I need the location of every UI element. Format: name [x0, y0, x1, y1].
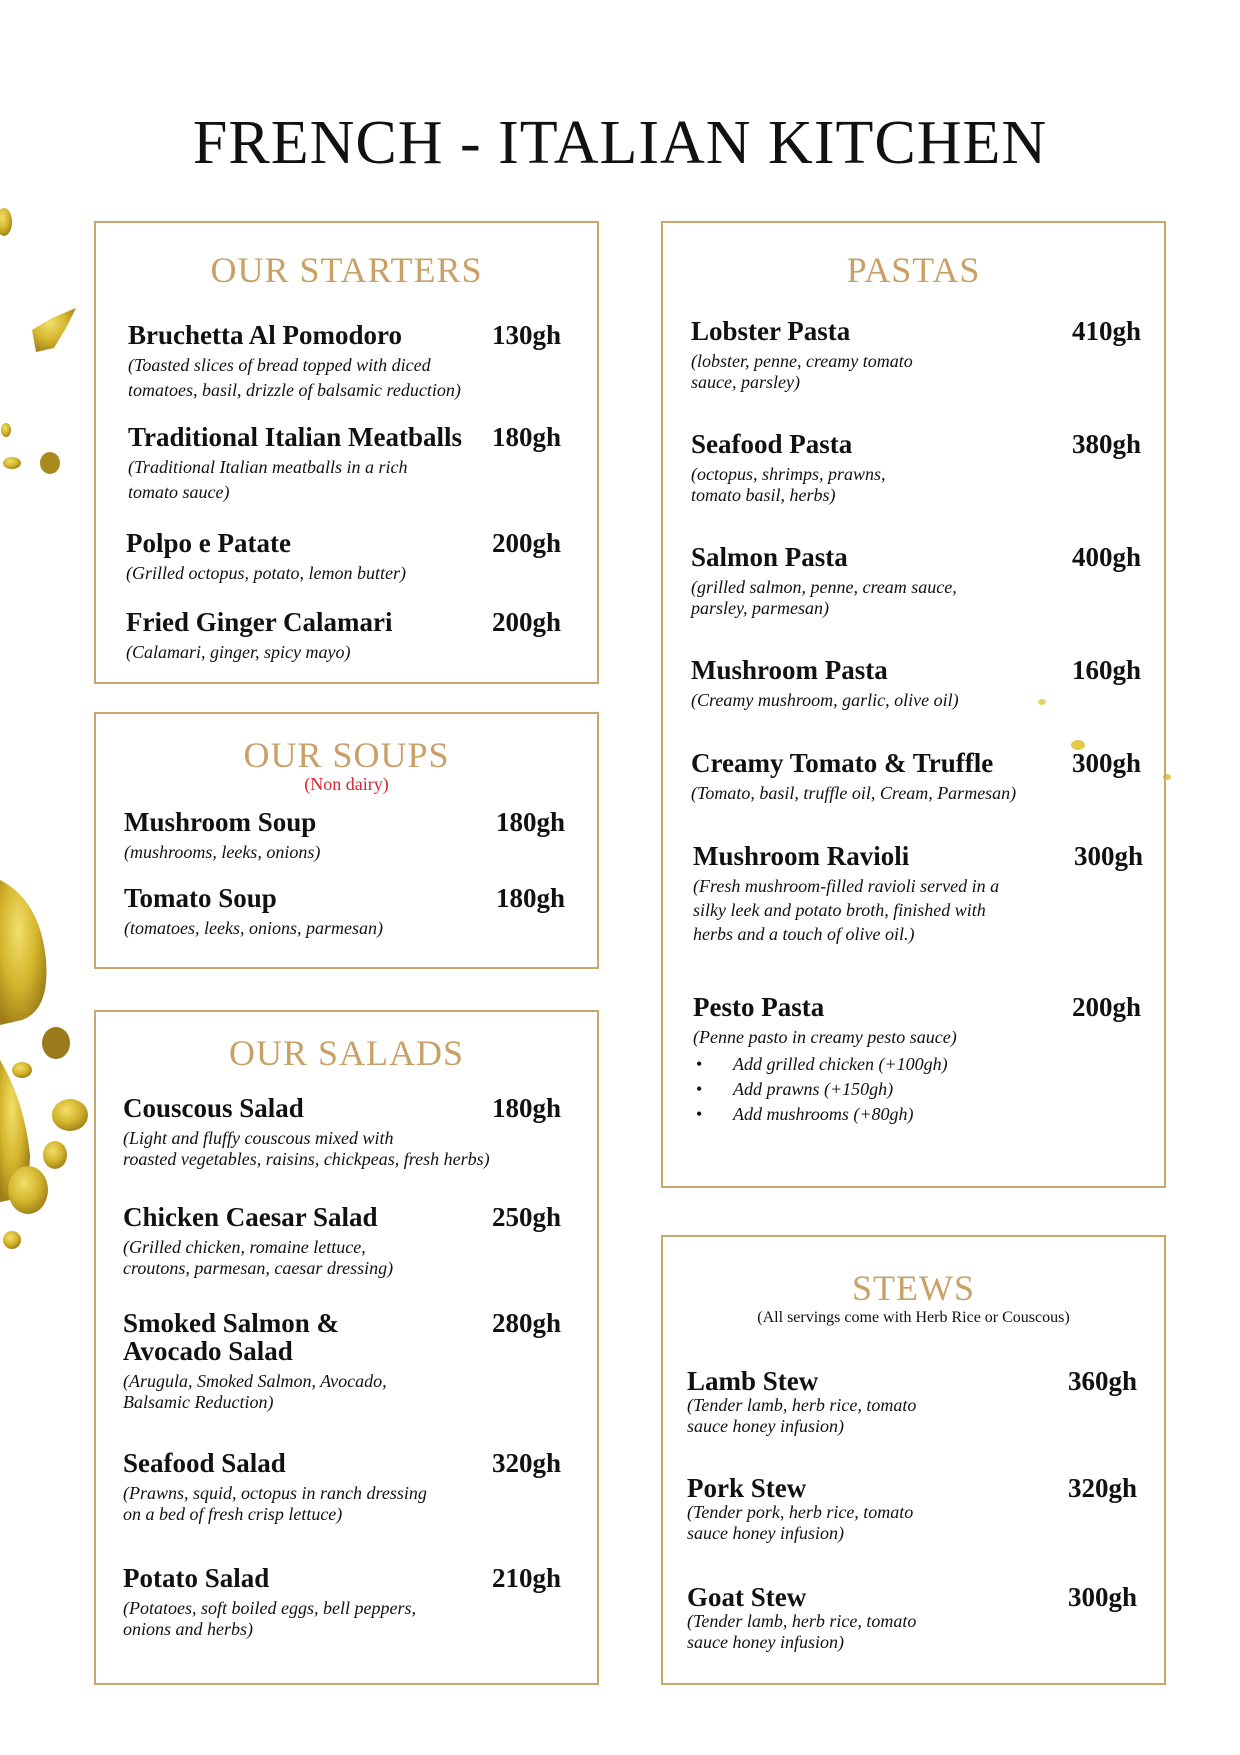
- item-description: (Arugula, Smoked Salmon, Avocado, Balsamic Reduction): [123, 1371, 387, 1412]
- menu-item: [124, 884, 564, 939]
- menu-item: [128, 320, 562, 401]
- section-subtitle: (All servings come with Herb Rice or Couscous): [757, 1309, 1070, 1326]
- item-description: (Tender pork, herb rice, tomato sauce honey infusion): [687, 1502, 914, 1543]
- menu-item: [123, 1094, 583, 1170]
- addon-item: • Add mushrooms (+80gh): [693, 1102, 1153, 1127]
- starters-section: [94, 221, 599, 684]
- item-price: 130gh: [492, 320, 562, 350]
- menu-item: [693, 842, 1153, 945]
- item-description: (mushrooms, leeks, onions): [124, 842, 321, 862]
- item-description: (Fresh mushroom-filled ravioli served in a silky leek and potato broth, finished with herbs and a touch of olive oil.): [693, 876, 1000, 944]
- item-name: Chicken Caesar Salad: [123, 1202, 378, 1232]
- item-price: 400gh: [1072, 542, 1142, 572]
- menu-item: [123, 1449, 583, 1525]
- item-description: (Toasted slices of bread topped with diced tomatoes, basil, drizzle of balsamic reduction): [128, 355, 461, 400]
- item-description: (Penne pasto in creamy pesto sauce): [693, 1027, 957, 1047]
- pastas-section: [661, 221, 1166, 1188]
- menu-item: [687, 1474, 1147, 1544]
- item-description: (lobster, penne, creamy tomato sauce, parsley): [691, 351, 913, 392]
- item-name: Smoked Salmon &: [123, 1308, 340, 1338]
- section-title: OUR STARTERS: [210, 250, 483, 290]
- item-price: 180gh: [492, 1093, 562, 1123]
- item-price: 180gh: [492, 422, 562, 452]
- item-name: Seafood Pasta: [691, 429, 853, 459]
- section-title: OUR SOUPS: [243, 735, 450, 775]
- salads-section: [94, 1010, 599, 1685]
- menu-item: [123, 1203, 583, 1279]
- stews-section: [661, 1235, 1166, 1685]
- item-price: 180gh: [496, 807, 566, 837]
- item-price: 300gh: [1074, 841, 1144, 871]
- item-name: Lamb Stew: [687, 1366, 819, 1396]
- item-description: (Light and fluffy couscous mixed with roasted vegetables, raisins, chickpeas, fresh herbs): [123, 1128, 490, 1169]
- item-name: Polpo e Patate: [126, 528, 291, 558]
- item-name: Tomato Soup: [124, 883, 277, 913]
- item-name: Lobster Pasta: [691, 316, 851, 346]
- item-description: (Tomato, basil, truffle oil, Cream, Parmesan): [691, 783, 1017, 803]
- item-name: Salmon Pasta: [691, 542, 848, 572]
- item-price: 280gh: [492, 1308, 562, 1338]
- item-price: 360gh: [1068, 1366, 1138, 1396]
- item-name: Potato Salad: [123, 1563, 270, 1593]
- menu-item: [124, 808, 564, 863]
- item-price: 200gh: [492, 607, 562, 637]
- item-price: 180gh: [496, 883, 566, 913]
- addon-item: • Add grilled chicken (+100gh): [693, 1052, 1153, 1077]
- item-name: Fried Ginger Calamari: [126, 607, 393, 637]
- item-price: 300gh: [1072, 748, 1142, 778]
- item-name: Bruchetta Al Pomodoro: [128, 320, 402, 350]
- menu-item: [691, 749, 1151, 804]
- item-name: Goat Stew: [687, 1582, 807, 1612]
- section-title: PASTAS: [846, 250, 981, 290]
- item-name: Pork Stew: [687, 1473, 807, 1503]
- item-price: 200gh: [1072, 992, 1142, 1022]
- gold-leaf-decoration: [0, 180, 90, 1420]
- item-description: (Grilled octopus, potato, lemon butter): [126, 563, 406, 583]
- item-name: Mushroom Pasta: [691, 655, 888, 685]
- item-price: 320gh: [1068, 1473, 1138, 1503]
- item-price: 380gh: [1072, 429, 1142, 459]
- item-price: 410gh: [1072, 316, 1142, 346]
- item-description: (Tender lamb, herb rice, tomato sauce honey infusion): [687, 1395, 917, 1436]
- item-name: Pesto Pasta: [693, 992, 825, 1022]
- item-description: (Potatoes, soft boiled eggs, bell peppers, onions and herbs): [123, 1598, 416, 1639]
- menu-item: [691, 656, 1151, 711]
- soups-section: [94, 712, 599, 969]
- item-description: (tomatoes, leeks, onions, parmesan): [124, 918, 383, 938]
- menu-item: [691, 430, 1151, 506]
- item-price: 300gh: [1068, 1582, 1138, 1612]
- menu-title: FRENCH - ITALIAN KITCHEN: [192, 109, 1048, 177]
- item-name: Mushroom Ravioli: [693, 841, 910, 871]
- item-description: (Creamy mushroom, garlic, olive oil): [691, 690, 959, 710]
- menu-item: [693, 993, 1153, 1127]
- item-description: (Traditional Italian meatballs in a rich tomato sauce): [128, 457, 408, 502]
- item-description: (octopus, shrimps, prawns, tomato basil, herbs): [691, 464, 886, 505]
- menu-item: [691, 317, 1151, 393]
- item-description: (Tender lamb, herb rice, tomato sauce honey infusion): [687, 1611, 917, 1652]
- item-description: (Grilled chicken, romaine lettuce, croutons, parmesan, caesar dressing): [123, 1237, 394, 1278]
- item-price: 200gh: [492, 528, 562, 558]
- item-name: Seafood Salad: [123, 1448, 286, 1478]
- item-description: (Calamari, ginger, spicy mayo): [126, 642, 351, 662]
- menu-item: [123, 1564, 583, 1640]
- item-name: Mushroom Soup: [124, 807, 317, 837]
- menu-item: [126, 607, 562, 663]
- menu-item: [128, 422, 562, 503]
- item-name-line2: Avocado Salad: [123, 1336, 293, 1366]
- item-name: Creamy Tomato & Truffle: [691, 748, 994, 778]
- item-price: 160gh: [1072, 655, 1142, 685]
- section-title: OUR SALADS: [228, 1033, 465, 1073]
- menu-item: [687, 1367, 1147, 1437]
- item-name: Traditional Italian Meatballs: [128, 422, 463, 452]
- menu-item: [123, 1309, 583, 1413]
- section-title: STEWS: [851, 1268, 975, 1308]
- item-price: 320gh: [492, 1448, 562, 1478]
- item-name: Couscous Salad: [123, 1093, 304, 1123]
- item-price: 210gh: [492, 1563, 562, 1593]
- section-subtitle: (Non dairy): [304, 774, 389, 794]
- menu-item: [126, 528, 562, 584]
- addon-list: [693, 1052, 1153, 1127]
- item-description: (grilled salmon, penne, cream sauce, parsley, parmesan): [691, 577, 957, 618]
- addon-item: • Add prawns (+150gh): [693, 1077, 1153, 1102]
- menu-item: [691, 543, 1151, 619]
- item-price: 250gh: [492, 1202, 562, 1232]
- item-description: (Prawns, squid, octopus in ranch dressing on a bed of fresh crisp lettuce): [123, 1483, 427, 1524]
- menu-item: [687, 1583, 1147, 1653]
